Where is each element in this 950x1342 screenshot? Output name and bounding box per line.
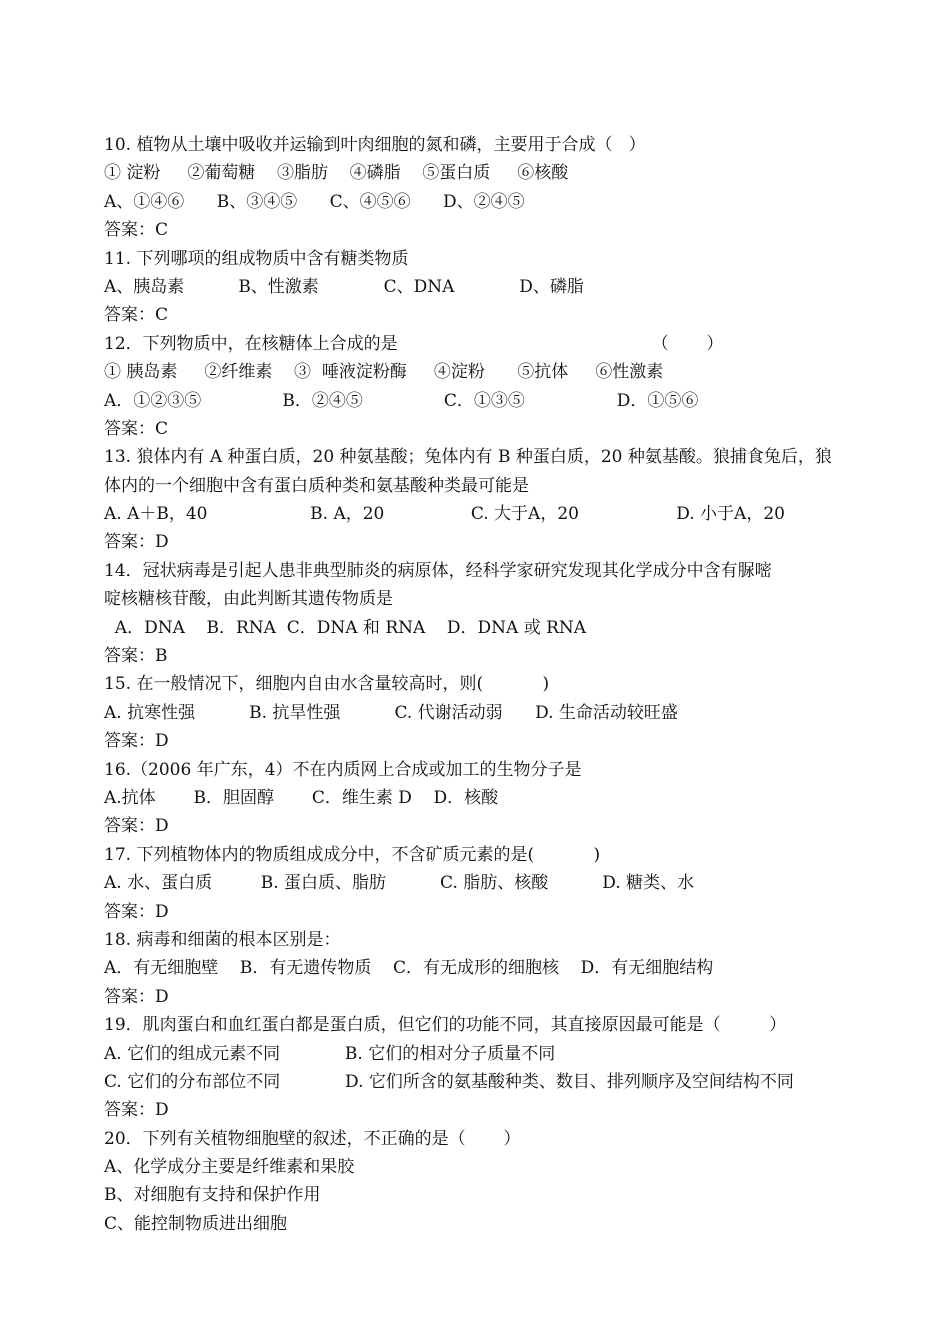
question-17-options: A. 水、蛋白质 B. 蛋白质、脂肪 C. 脂肪、核酸 D. 糖类、水 [104, 873, 695, 894]
question-14-options: A．DNA B．RNA C．DNA 和 RNA D．DNA 或 RNA [104, 617, 587, 638]
question-17-answer: 答案：D [104, 901, 169, 922]
question-11: 11. 下列哪项的组成物质中含有糖类物质 [104, 248, 409, 269]
question-20: 20．下列有关植物细胞壁的叙述，不正确的是（ ） [104, 1128, 521, 1149]
question-14: 14．冠状病毒是引起人患非典型肺炎的病原体，经科学家研究发现其化学成分中含有脲嘧 [104, 560, 772, 581]
question-15-options: A. 抗寒性强 B. 抗旱性强 C. 代谢活动弱 D. 生命活动较旺盛 [104, 702, 678, 723]
question-13-cont: 体内的一个细胞中含有蛋白质种类和氨基酸种类最可能是 [104, 475, 529, 496]
question-18: 18. 病毒和细菌的根本区别是： [104, 929, 341, 950]
question-15: 15. 在一般情况下，细胞内自由水含量较高时，则( ) [104, 674, 550, 695]
question-19: 19．肌肉蛋白和血红蛋白都是蛋白质，但它们的功能不同，其直接原因最可能是（ ） [104, 1015, 787, 1036]
question-13: 13. 狼体内有 A 种蛋白质，20 种氨基酸；兔体内有 B 种蛋白质，20 种氨基酸。狼捕食兔后，狼 [104, 447, 832, 468]
question-10: 10. 植物从土壤中吸收并运输到叶肉细胞的氮和磷，主要用于合成（ ） [104, 135, 646, 155]
question-19-options-cd: C. 它们的分布部位不同 D. 它们所含的氨基酸种类、数目、排列顺序及空间结构不同 [104, 1071, 794, 1092]
question-10-items: ① 淀粉 ②葡萄糖 ③脂肪 ④磷脂 ⑤蛋白质 ⑥核酸 [104, 163, 569, 184]
question-11-answer: 答案：C [104, 305, 169, 326]
question-12-items: ① 胰岛素 ②纤维素 ③ 唾液淀粉酶 ④淀粉 ⑤抗体 ⑥性激素 [104, 362, 664, 383]
question-10-answer: 答案：C [104, 220, 169, 241]
question-12-answer: 答案：C [104, 418, 169, 439]
question-11-options: A、胰岛素 B、性激素 C、DNA D、磷脂 [104, 276, 584, 297]
question-16-options: A.抗体 B．胆固醇 C．维生素 D D．核酸 [104, 787, 499, 808]
document-page [104, 131, 854, 1238]
question-19-options-ab: A. 它们的组成元素不同 B. 它们的相对分子质量不同 [104, 1043, 556, 1064]
question-15-answer: 答案：D [104, 731, 169, 752]
question-20-option-c: C、能控制物质进出细胞 [104, 1213, 288, 1234]
question-20-option-a: A、化学成分主要是纤维素和果胶 [104, 1157, 355, 1178]
question-12: 12．下列物质中，在核糖体上合成的是 （ ） [104, 333, 724, 354]
question-19-answer: 答案：D [104, 1100, 169, 1121]
question-18-options: A．有无细胞壁 B．有无遗传物质 C．有无成形的细胞核 D．有无细胞结构 [104, 958, 714, 979]
question-16-answer: 答案：D [104, 816, 169, 837]
question-20-option-b: B、对细胞有支持和保护作用 [104, 1185, 321, 1206]
question-13-options: A. A＋B，40 B. A，20 C. 大于A，20 D. 小于A，20 [104, 504, 785, 525]
question-18-answer: 答案：D [104, 986, 169, 1007]
question-14-cont: 啶核糖核苷酸，由此判断其遗传物质是 [104, 589, 393, 610]
question-16: 16.（2006 年广东，4）不在内质网上合成或加工的生物分子是 [104, 759, 582, 780]
question-12-options: A．①②③⑤ B．②④⑤ C．①③⑤ D．①⑤⑥ [104, 390, 699, 411]
question-14-answer: 答案：B [104, 646, 168, 667]
question-17: 17. 下列植物体内的物质组成成分中，不含矿质元素的是( ) [104, 844, 601, 865]
question-13-answer: 答案：D [104, 532, 169, 553]
question-10-options: A、①④⑥ B、③④⑤ C、④⑤⑥ D、②④⑤ [104, 191, 525, 212]
